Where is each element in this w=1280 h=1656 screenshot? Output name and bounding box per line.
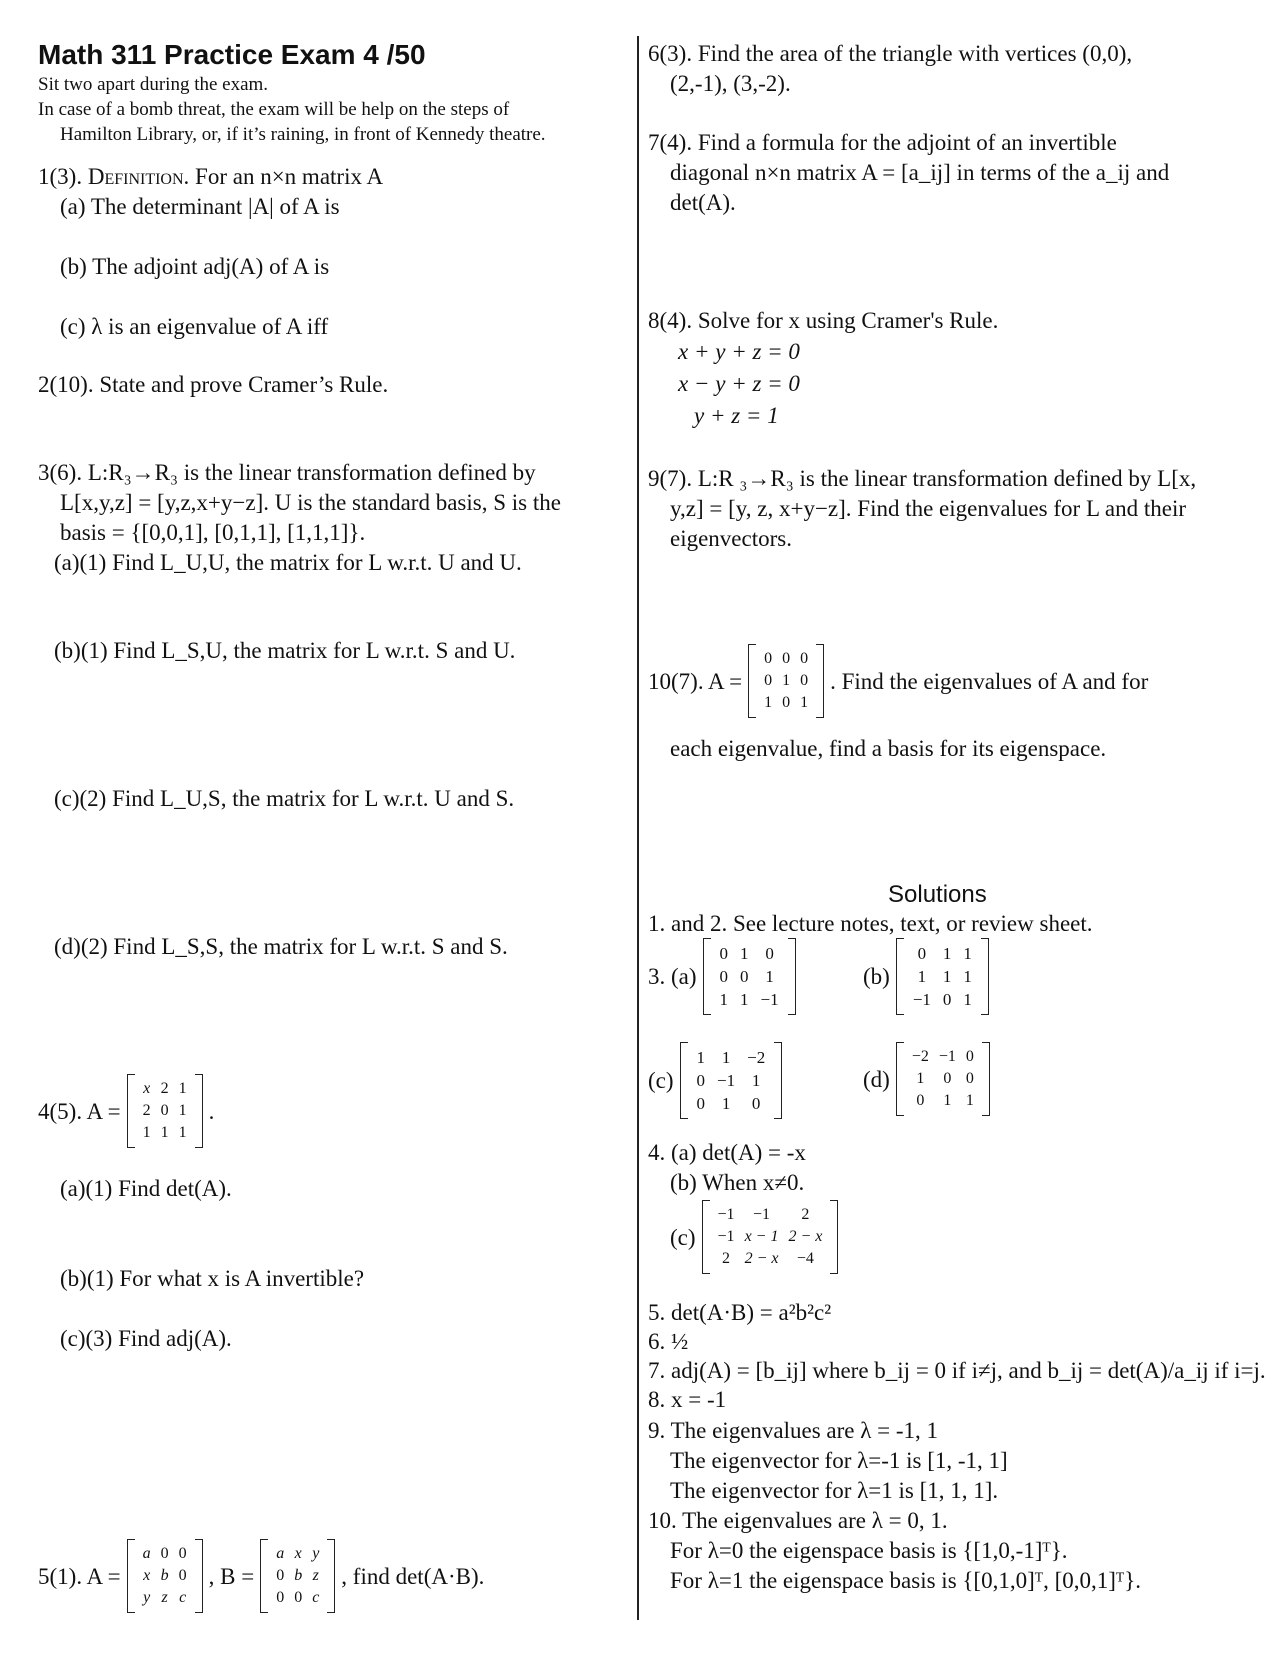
question-10-line: each eigenvalue, find a basis for its eigenspace. bbox=[670, 736, 1107, 761]
question-7-line: 7(4). Find a formula for the adjoint of an invertible bbox=[648, 130, 1117, 155]
question-6-line: 6(3). Find the area of the triangle with vertices (0,0), bbox=[648, 41, 1133, 66]
matrix-cell: 2 bbox=[801, 1206, 810, 1223]
matrix-cell: 1 bbox=[963, 967, 972, 986]
matrix-cell: 1 bbox=[916, 1070, 925, 1087]
matrix-cell: 0 bbox=[782, 650, 791, 667]
matrix-cell: 0 bbox=[740, 967, 749, 986]
question-5-end: , find det(A·B). bbox=[341, 1563, 485, 1589]
matrix-cell: −1 bbox=[717, 1071, 736, 1090]
matrix-cell: −1 bbox=[717, 1206, 735, 1223]
solution-4c bbox=[648, 1200, 844, 1274]
question-10-text: . Find the eigenvalues of A and for bbox=[830, 668, 1149, 694]
matrix-cell: 0 bbox=[178, 1567, 187, 1584]
question-8: 8(4). Solve for x using Cramer's Rule. bbox=[648, 308, 999, 333]
matrix-a bbox=[127, 1539, 203, 1613]
matrix-cell: 1 bbox=[917, 967, 927, 986]
question-7-line: det(A). bbox=[670, 190, 736, 215]
question-1b: (b) The adjoint adj(A) of A is bbox=[60, 254, 330, 279]
matrix-cell: b bbox=[160, 1567, 169, 1584]
question-10-row bbox=[648, 644, 1148, 718]
matrix-cell: 1 bbox=[740, 990, 749, 1009]
question-5-row bbox=[38, 1539, 484, 1613]
matrix-cell: c bbox=[312, 1589, 320, 1606]
matrix-cell: 1 bbox=[719, 990, 729, 1009]
question-9-line: y,z] = [y, z, x+y−z]. Find the eigenvalues for L and their bbox=[670, 496, 1186, 521]
exam-title: Math 311 Practice Exam 4 /50 bbox=[38, 39, 426, 70]
matrix-cell: 0 bbox=[696, 1071, 706, 1090]
matrix-cell: 0 bbox=[764, 650, 773, 667]
matrix-cell: z bbox=[161, 1589, 168, 1606]
matrix-cell: z bbox=[312, 1567, 319, 1584]
matrix-cell: 1 bbox=[740, 944, 749, 963]
equation: x + y + z = 0 bbox=[678, 339, 800, 364]
matrix-cell: 0 bbox=[276, 1567, 285, 1584]
matrix-cell: 0 bbox=[782, 694, 791, 711]
matrix-cell: 0 bbox=[917, 944, 927, 963]
matrix-cell: −1 bbox=[717, 1228, 735, 1245]
exam-note: Hamilton Library, or, if it’s raining, in front of Kennedy theatre. bbox=[60, 124, 546, 145]
question-3d: (d)(2) Find L_S,S, the matrix for L w.r.t. S and S. bbox=[54, 934, 508, 959]
matrix-cell: 1 bbox=[178, 1080, 187, 1097]
matrix-cell: 0 bbox=[800, 672, 809, 689]
matrix-cell: 1 bbox=[160, 1124, 169, 1141]
solution-3d bbox=[863, 1042, 996, 1116]
question-3b: (b)(1) Find L_S,U, the matrix for L w.r.t. S and U. bbox=[54, 638, 516, 663]
question-10-label: 10(7). A = bbox=[648, 668, 743, 694]
matrix-cell: 2 − x bbox=[788, 1228, 823, 1245]
matrix-cell: 1 bbox=[178, 1102, 187, 1119]
solution-label: (d) bbox=[863, 1066, 890, 1092]
matrix-cell: 2 bbox=[722, 1250, 731, 1267]
solution-9-line: The eigenvector for λ=-1 is [1, -1, 1] bbox=[670, 1448, 1008, 1473]
matrix-cell: 0 bbox=[719, 967, 729, 986]
matrix-table bbox=[713, 1204, 828, 1270]
matrix-cell: 1 bbox=[965, 1092, 974, 1109]
question-4-label: 4(5). A = bbox=[38, 1098, 121, 1124]
question-1c: (c) λ is an eigenvalue of A iff bbox=[60, 314, 329, 339]
matrix-cell: 1 bbox=[942, 967, 952, 986]
solution-4b: (b) When x≠0. bbox=[670, 1170, 805, 1195]
matrix-cell: 1 bbox=[765, 967, 774, 986]
matrix-cell: −2 bbox=[747, 1048, 766, 1067]
matrix-cell: 1 bbox=[721, 1048, 731, 1067]
solution-10-line: For λ=0 the eigenspace basis is {[1,0,-1]ᵀ}. bbox=[670, 1538, 1068, 1563]
solution-8: 8. x = -1 bbox=[648, 1387, 727, 1412]
question-4-matrix-row bbox=[38, 1074, 214, 1148]
matrix-cell: 0 bbox=[800, 650, 809, 667]
matrix-table bbox=[907, 1046, 979, 1112]
column-divider bbox=[637, 36, 639, 1620]
matrix-table bbox=[138, 1078, 192, 1144]
matrix-cell: 1 bbox=[963, 990, 972, 1009]
matrix-cell: y bbox=[312, 1545, 320, 1562]
matrix-cell: 1 bbox=[751, 1071, 761, 1090]
matrix-cell: b bbox=[294, 1567, 303, 1584]
solution-label: (b) bbox=[863, 964, 890, 989]
matrix-cell: −1 bbox=[760, 990, 779, 1009]
matrix-table bbox=[759, 648, 813, 714]
question-4-end: . bbox=[208, 1098, 215, 1124]
question-7-line: diagonal n×n matrix A = [a_ij] in terms of the a_ij and bbox=[670, 160, 1170, 185]
matrix-cell: −2 bbox=[911, 1048, 929, 1065]
exam-note: Sit two apart during the exam. bbox=[38, 74, 269, 95]
equation: y + z = 1 bbox=[694, 403, 779, 428]
question-3c: (c)(2) Find L_U,S, the matrix for L w.r.t. U and S. bbox=[54, 786, 515, 811]
matrix-cell: a bbox=[142, 1545, 151, 1562]
matrix-cell: 0 bbox=[719, 944, 729, 963]
solution-5: 5. det(A·B) = a²b²c² bbox=[648, 1300, 832, 1325]
matrix-cell: −1 bbox=[753, 1206, 771, 1223]
question-4c: (c)(3) Find adj(A). bbox=[60, 1326, 232, 1351]
question-3a: (a)(1) Find L_U,U, the matrix for L w.r.t. U and U. bbox=[54, 550, 522, 575]
matrix-a bbox=[127, 1074, 203, 1148]
matrix-cell: 0 bbox=[696, 1094, 706, 1113]
matrix-cell: 0 bbox=[942, 990, 952, 1009]
question-3-line: basis = {[0,0,1], [0,1,1], [1,1,1]}. bbox=[60, 520, 366, 545]
matrix-cell: 0 bbox=[294, 1589, 303, 1606]
solution-1-2: 1. and 2. See lecture notes, text, or review sheet. bbox=[648, 911, 1093, 936]
solution-3a bbox=[648, 938, 802, 1015]
question-3-line: 3(6). L:R₃→R₃ is the linear transformation defined by bbox=[38, 460, 536, 485]
matrix-cell: 1 bbox=[178, 1124, 187, 1141]
solution-9: 9. The eigenvalues are λ = -1, 1 bbox=[648, 1418, 939, 1443]
matrix-cell: 1 bbox=[721, 1094, 731, 1113]
question-5-mid: , B = bbox=[208, 1563, 255, 1589]
solution-10: 10. The eigenvalues are λ = 0, 1. bbox=[648, 1508, 948, 1533]
solution-3c bbox=[648, 1042, 788, 1119]
question-2: 2(10). State and prove Cramer’s Rule. bbox=[38, 372, 389, 397]
matrix-table bbox=[714, 942, 785, 1011]
matrix-cell: 1 bbox=[943, 1092, 952, 1109]
matrix-cell: −1 bbox=[912, 990, 931, 1009]
matrix-cell: x bbox=[143, 1080, 151, 1097]
solution-label: (c) bbox=[670, 1224, 696, 1250]
solution-matrix bbox=[896, 1042, 990, 1116]
matrix-cell: 0 bbox=[160, 1102, 169, 1119]
matrix-cell: 0 bbox=[965, 1048, 974, 1065]
solution-6: 6. ½ bbox=[648, 1329, 689, 1354]
matrix-cell: 0 bbox=[943, 1070, 952, 1087]
matrix-cell: a bbox=[276, 1545, 285, 1562]
matrix-cell: 0 bbox=[764, 672, 773, 689]
matrix-cell: 2 bbox=[142, 1102, 151, 1119]
question-1-heading: 1(3). Definition. For an n×n matrix A bbox=[38, 164, 384, 189]
solution-7: 7. adj(A) = [b_ij] where b_ij = 0 if i≠j, and b_ij = det(A)/a_ij if i=j. bbox=[648, 1358, 1266, 1383]
matrix-cell: 1 bbox=[942, 944, 952, 963]
matrix-cell: −4 bbox=[796, 1250, 814, 1267]
matrix-b bbox=[260, 1539, 335, 1613]
matrix-cell: 0 bbox=[965, 1070, 974, 1087]
matrix-cell: 0 bbox=[178, 1545, 187, 1562]
question-9-line: 9(7). L:R ₃→R₃ is the linear transformation defined by L[x, bbox=[648, 466, 1197, 491]
matrix-cell: 1 bbox=[800, 694, 809, 711]
matrix-cell: 1 bbox=[764, 694, 773, 711]
equation: x − y + z = 0 bbox=[678, 371, 800, 396]
question-4a: (a)(1) Find det(A). bbox=[60, 1176, 232, 1201]
solution-matrix bbox=[680, 1042, 783, 1119]
matrix-table bbox=[691, 1046, 772, 1115]
matrix-cell: −1 bbox=[938, 1048, 956, 1065]
exam-note: In case of a bomb threat, the exam will be help on the steps of bbox=[38, 99, 510, 120]
matrix-cell: 1 bbox=[782, 672, 791, 689]
matrix-cell: x bbox=[294, 1545, 302, 1562]
matrix-table bbox=[138, 1543, 192, 1609]
question-4b: (b)(1) For what x is A invertible? bbox=[60, 1266, 365, 1291]
question-9-line: eigenvectors. bbox=[670, 526, 792, 551]
matrix-cell: c bbox=[179, 1589, 187, 1606]
solution-label: (c) bbox=[648, 1068, 674, 1093]
question-3-line: L[x,y,z] = [y,z,x+y−z]. U is the standard basis, S is the bbox=[60, 490, 561, 515]
solutions-title: Solutions bbox=[888, 881, 987, 908]
matrix-cell: 0 bbox=[916, 1092, 925, 1109]
matrix-cell: 0 bbox=[765, 944, 774, 963]
matrix-table bbox=[271, 1543, 324, 1609]
solution-label: 3. (a) bbox=[648, 964, 697, 989]
matrix-cell: 0 bbox=[276, 1589, 285, 1606]
matrix-cell: 2 bbox=[160, 1080, 169, 1097]
solution-3b bbox=[863, 938, 995, 1015]
solution-matrix bbox=[896, 938, 989, 1015]
solution-matrix bbox=[703, 938, 796, 1015]
solution-4a: 4. (a) det(A) = -x bbox=[648, 1140, 806, 1165]
matrix-cell: 1 bbox=[963, 944, 972, 963]
matrix-cell: x bbox=[143, 1567, 151, 1584]
question-6-line: (2,-1), (3,-2). bbox=[670, 71, 791, 96]
matrix-cell: 0 bbox=[160, 1545, 169, 1562]
matrix-cell: y bbox=[143, 1589, 151, 1606]
solution-9-line: The eigenvector for λ=1 is [1, 1, 1]. bbox=[670, 1478, 999, 1503]
matrix-cell: 1 bbox=[142, 1124, 151, 1141]
solution-10-line: For λ=1 the eigenspace basis is {[0,1,0]ᵀ, [0,0,1]ᵀ}. bbox=[670, 1568, 1142, 1593]
matrix-cell: 2 − x bbox=[744, 1250, 779, 1267]
question-5-label: 5(1). A = bbox=[38, 1563, 121, 1589]
matrix-a bbox=[748, 644, 824, 718]
matrix-cell: x − 1 bbox=[744, 1228, 779, 1245]
question-1a: (a) The determinant |A| of A is bbox=[60, 194, 340, 219]
solution-matrix bbox=[702, 1200, 839, 1274]
matrix-cell: 1 bbox=[696, 1048, 706, 1067]
matrix-cell: 0 bbox=[751, 1094, 761, 1113]
matrix-table bbox=[907, 942, 978, 1011]
